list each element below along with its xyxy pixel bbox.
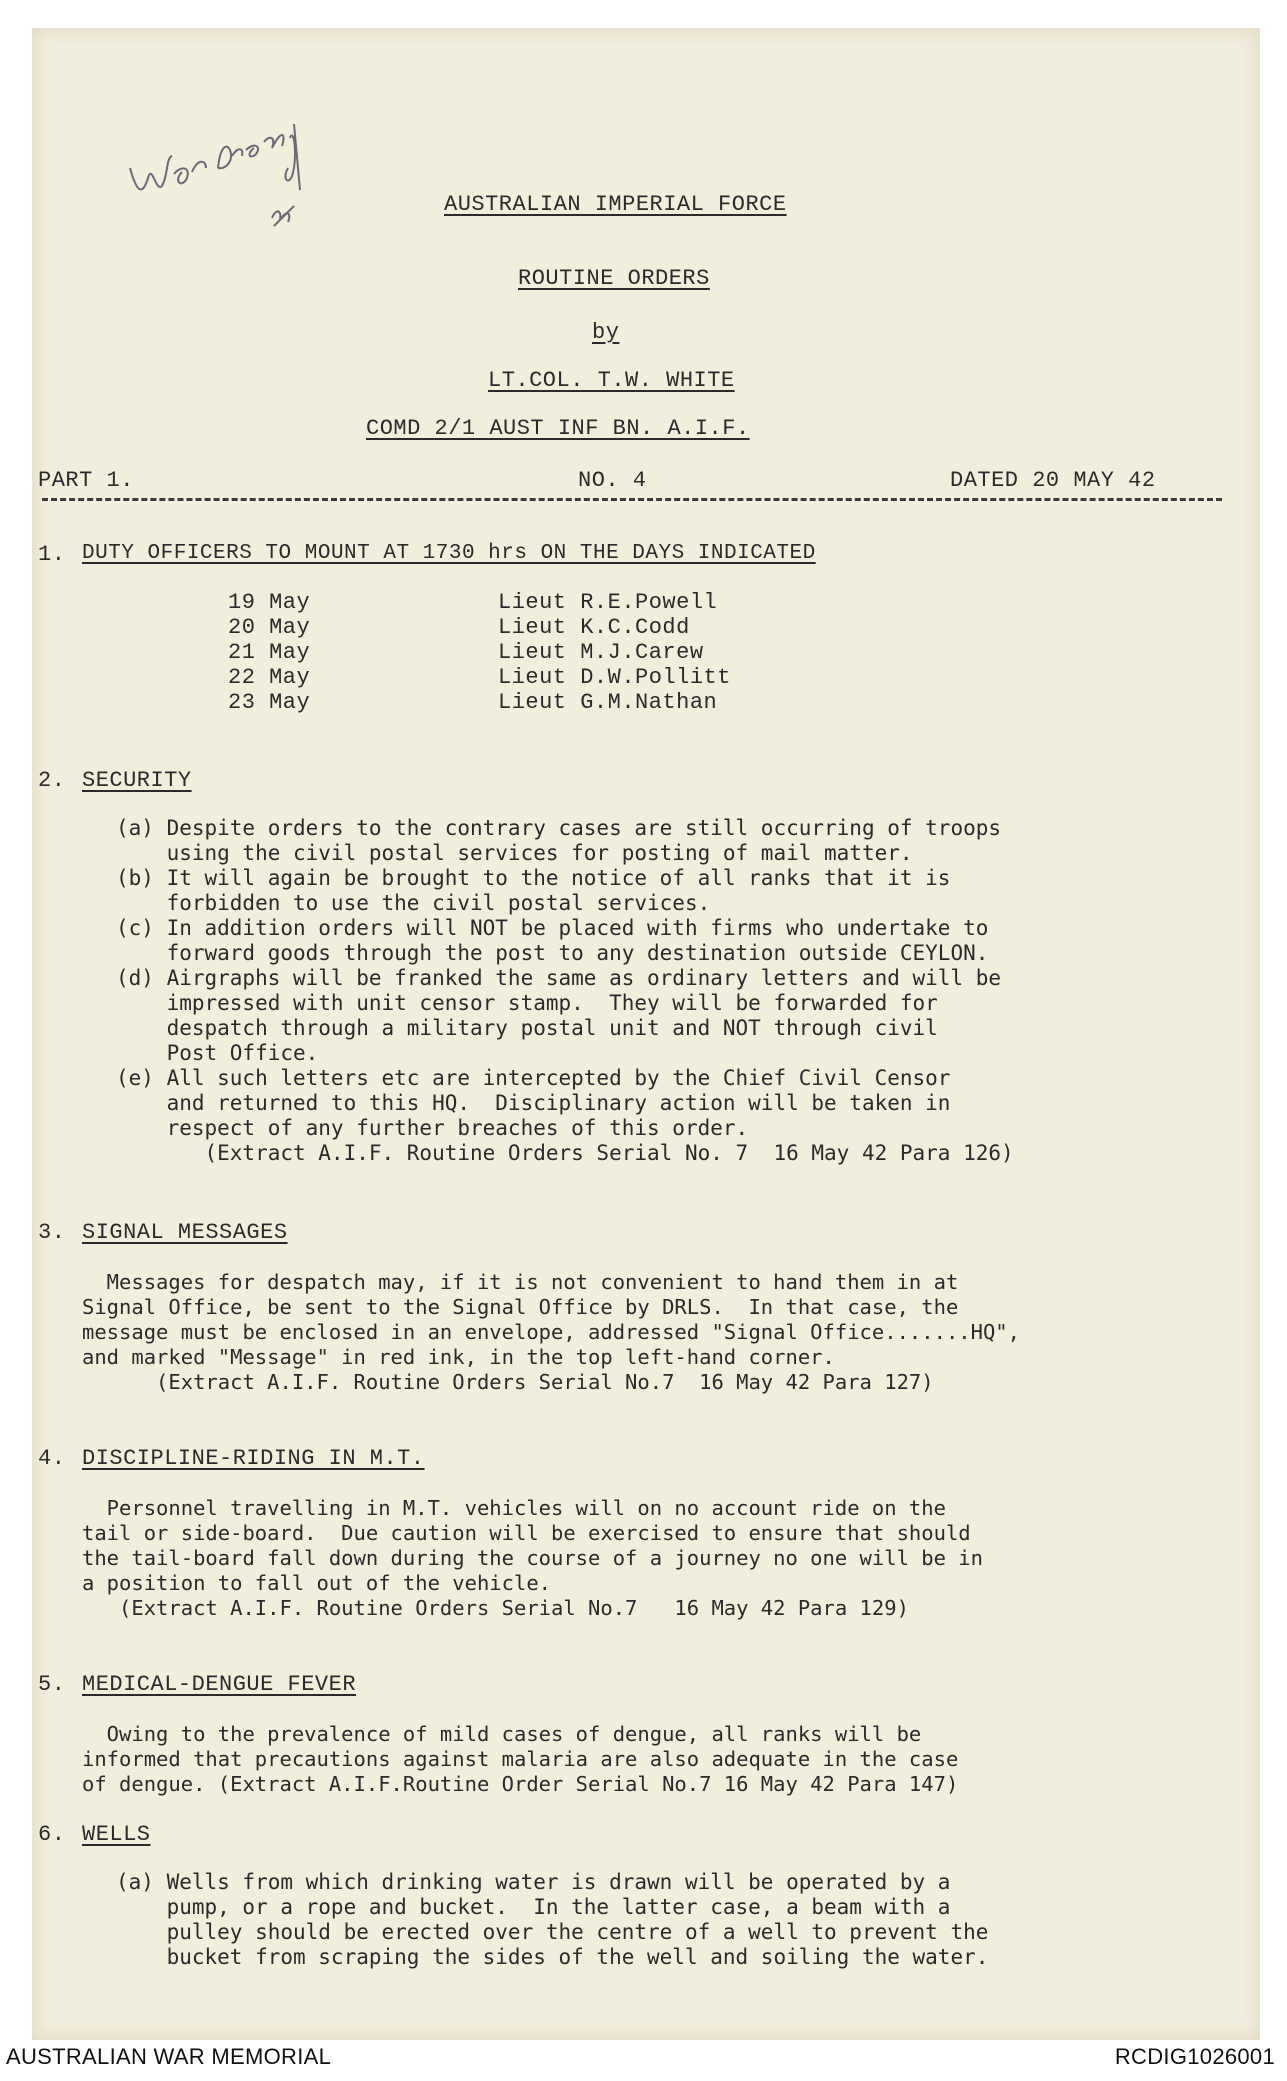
section-2-number: 2. — [38, 768, 66, 793]
section-3-heading: SIGNAL MESSAGES — [82, 1220, 288, 1245]
command-title: COMD 2/1 AUST INF BN. A.I.F. — [366, 416, 750, 441]
duty-officer: Lieut R.E.Powell — [498, 590, 718, 615]
security-item-a: (a) Despite orders to the contrary cases are still occurring of troops using the civil postal services for posting of mail matter. — [116, 816, 1002, 865]
section-4-number: 4. — [38, 1446, 66, 1471]
wells-item-a: (a) Wells from which drinking water is drawn will be operated by a pump, or a rope and bucket. In the latter case, a beam with a pulley should be erected over the centre of a well to prevent the bucket from scraping the sides of the well and soiling the water. — [116, 1870, 989, 1969]
medical-body: Owing to the prevalence of mild cases of dengue, all ranks will be informed that precautions against malaria are also adequate in the case of dengue. (Extract A.I.F.Routine Order Serial No.7 16 May 42 Para 147) — [82, 1722, 959, 1796]
section-5-heading: MEDICAL-DENGUE FEVER — [82, 1672, 357, 1697]
order-date: DATED 20 MAY 42 — [950, 468, 1156, 493]
section-5-number: 5. — [38, 1672, 66, 1697]
section-1-number: 1. — [38, 542, 66, 567]
part-label: PART 1. — [38, 468, 134, 493]
section-4-heading: DISCIPLINE-RIDING IN M.T. — [82, 1446, 425, 1471]
archive-id: RCDIG1026001 — [1114, 2044, 1275, 2069]
duty-officer: Lieut M.J.Carew — [498, 640, 704, 665]
security-item-b: (b) It will again be brought to the notice of all ranks that it is forbidden to use the civil postal services. — [116, 866, 951, 915]
security-item-e: (e) All such letters etc are intercepted by the Chief Civil Censor and returned to this HQ. Disciplinary action will be taken in respect of any further breaches of this order. (Extract A.I.F. Routine Orders Serial No. 7 16 May 42 Para 126) — [116, 1066, 1014, 1165]
signal-body: Messages for despatch may, if it is not convenient to hand them in at Signal Office, be sent to the Signal Office by DRLS. In that case, the message must be enclosed in an envelope, addressed "Signal Office.......HQ", and marked "Message" in red ink, in the top left-hand corner. (Extract A.I.F. Routine Orders Serial No.7 16 May 42 Para 127) — [82, 1270, 1020, 1394]
section-3-number: 3. — [38, 1220, 66, 1245]
archive-credit: AUSTRALIAN WAR MEMORIAL — [6, 2044, 332, 2069]
duty-date: 22 May — [228, 665, 311, 690]
by-label: by — [592, 320, 620, 345]
section-2-heading: SECURITY — [82, 768, 192, 793]
doc-type-title: ROUTINE ORDERS — [518, 266, 710, 291]
security-item-d: (d) Airgraphs will be franked the same as ordinary letters and will be impressed with unit censor stamp. They will be forwarded for despatch through a military postal unit and NOT through civil Post Office. — [116, 966, 1002, 1065]
duty-date: 20 May — [228, 615, 311, 640]
org-title: AUSTRALIAN IMPERIAL FORCE — [444, 192, 787, 217]
duty-officer: Lieut G.M.Nathan — [498, 690, 718, 715]
handwritten-note — [122, 98, 352, 238]
section-6-heading: WELLS — [82, 1822, 151, 1847]
order-number: NO. 4 — [578, 468, 647, 493]
duty-date: 19 May — [228, 590, 311, 615]
duty-date: 21 May — [228, 640, 311, 665]
section-6-number: 6. — [38, 1822, 66, 1847]
duty-officer: Lieut K.C.Codd — [498, 615, 690, 640]
officer-title: LT.COL. T.W. WHITE — [488, 368, 735, 393]
duty-officer: Lieut D.W.Pollitt — [498, 665, 731, 690]
section-1-heading: DUTY OFFICERS TO MOUNT AT 1730 hrs ON THE DAYS INDICATED — [82, 542, 816, 565]
discipline-body: Personnel travelling in M.T. vehicles will on no account ride on the tail or side-board. Due caution will be exercised to ensure that should the tail-board fall down during the course of a journey no one will be in a position to fall out of the vehicle. (Extract A.I.F. Routine Orders Serial No.7 16 May 42 Para 129) — [82, 1496, 983, 1620]
security-item-c: (c) In addition orders will NOT be placed with firms who undertake to forward goods through the post to any destination outside CEYLON. — [116, 916, 989, 965]
duty-date: 23 May — [228, 690, 311, 715]
document-page — [32, 28, 1260, 2040]
header-divider — [42, 498, 1222, 501]
